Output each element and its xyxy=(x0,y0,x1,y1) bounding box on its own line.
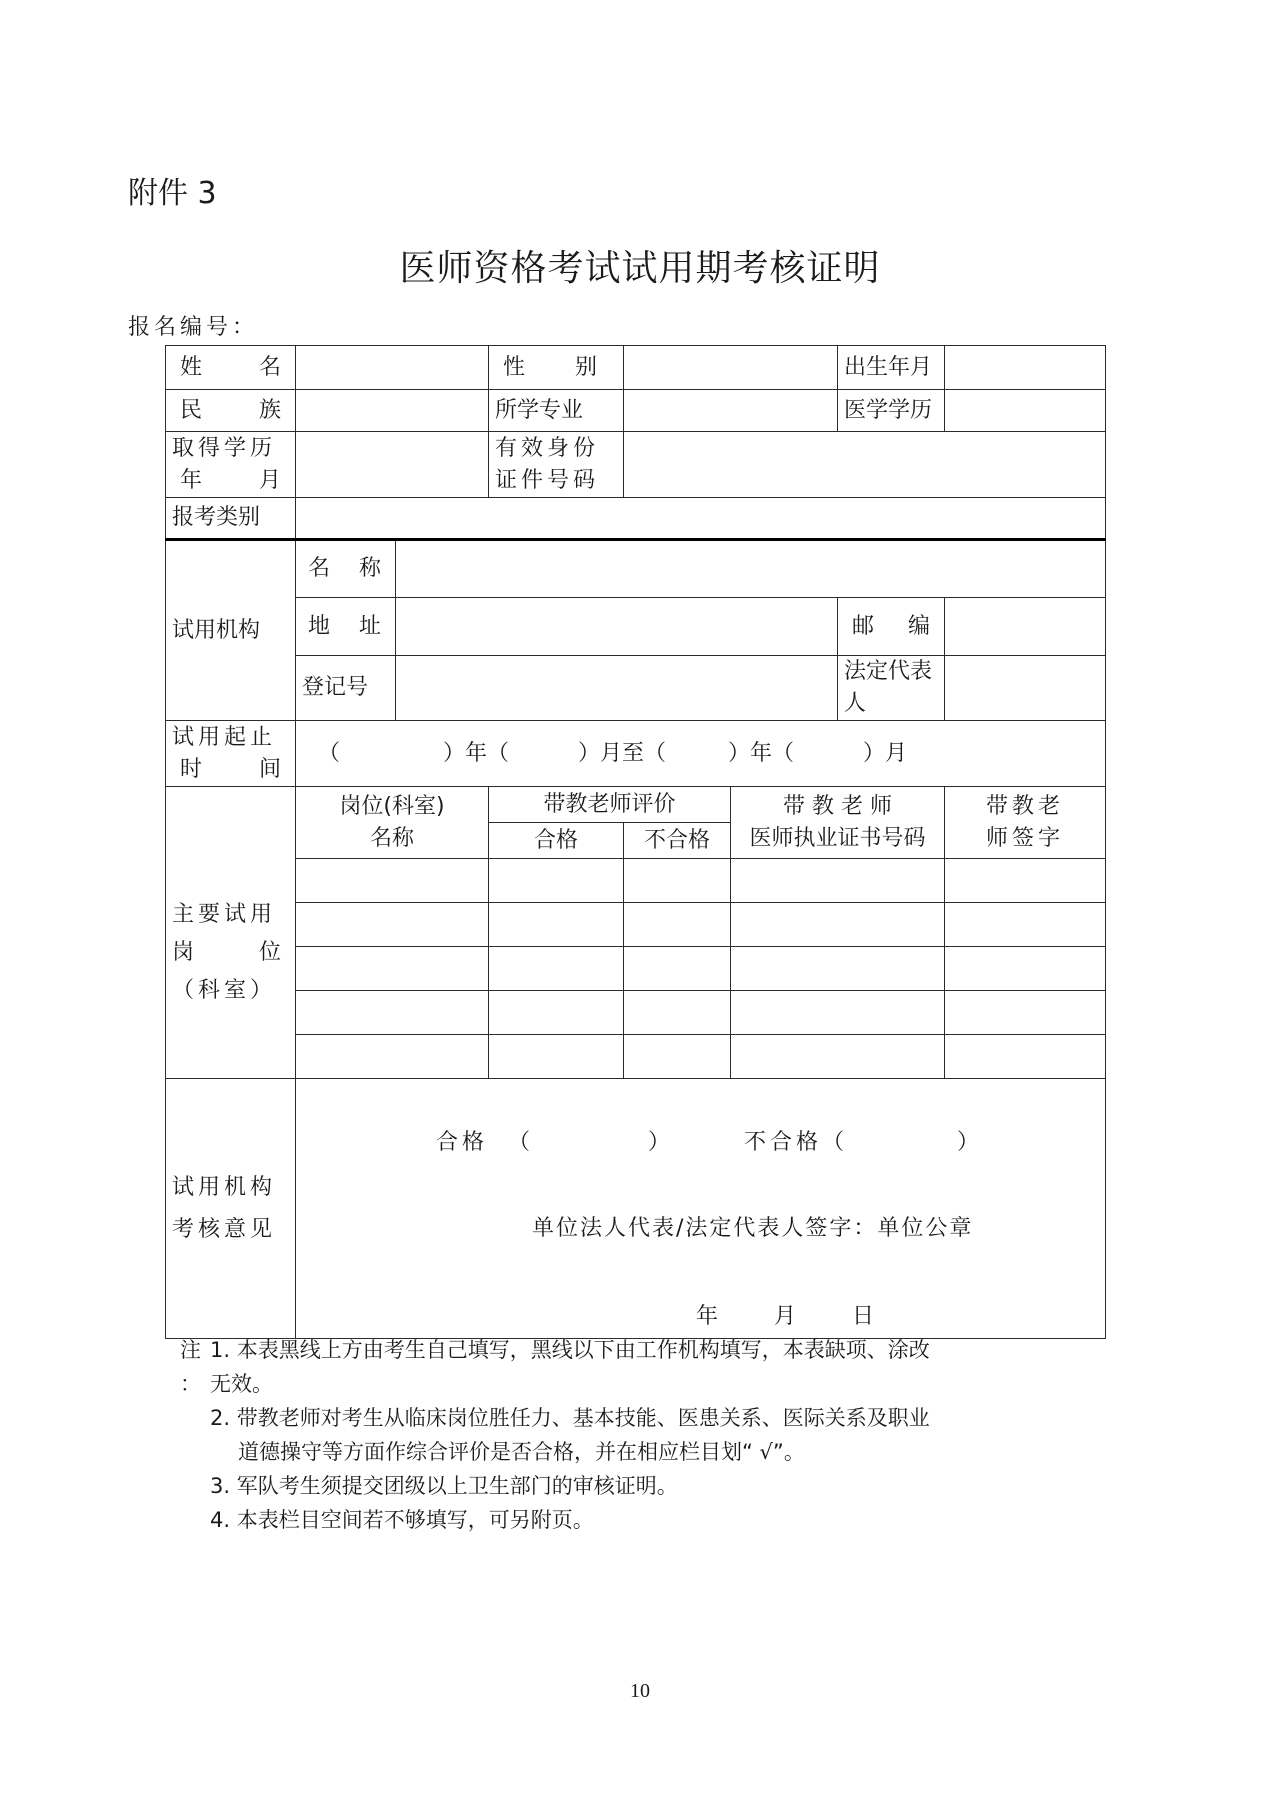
dept-input[interactable] xyxy=(296,1035,489,1079)
table-row xyxy=(166,903,1106,947)
row-posts-header-1 xyxy=(166,787,1106,823)
graduation-input[interactable] xyxy=(296,432,489,498)
institution-name-label: 名 称 xyxy=(296,540,396,598)
dept-input[interactable] xyxy=(296,947,489,991)
row-institution-address xyxy=(166,598,1106,656)
posts-eval-header: 带教老师评价 xyxy=(489,787,731,823)
opinion-signature-label: 单位法人代表/法定代表人签字：单位公章 xyxy=(532,1216,974,1241)
institution-address-label: 地 址 xyxy=(296,598,396,656)
name-input[interactable] xyxy=(296,346,489,390)
legal-rep-label: 法定代表人 xyxy=(838,656,945,721)
major-label: 所学专业 xyxy=(489,390,624,432)
cert-input[interactable] xyxy=(731,991,945,1035)
cert-input[interactable] xyxy=(731,947,945,991)
graduation-label: 取得学历 年 月 xyxy=(166,432,296,498)
id-input[interactable] xyxy=(624,432,1106,498)
table-row xyxy=(166,1035,1106,1079)
pass-input[interactable] xyxy=(489,991,624,1035)
pass-input[interactable] xyxy=(489,903,624,947)
cert-input[interactable] xyxy=(731,903,945,947)
row-institution-name xyxy=(166,540,1106,598)
fail-input[interactable] xyxy=(624,859,731,903)
row-name xyxy=(166,346,1106,390)
registration-number-label: 报名编号： xyxy=(128,315,259,340)
gender-input[interactable] xyxy=(624,346,838,390)
major-input[interactable] xyxy=(624,390,838,432)
fail-input[interactable] xyxy=(624,1035,731,1079)
opinion-pass-option[interactable]: 合格 （ ） xyxy=(436,1130,675,1155)
gender-label: 性 别 xyxy=(489,346,624,390)
note-3: 3. 军队考生须提交团级以上卫生部门的审核证明。 xyxy=(210,1474,678,1498)
posts-pass-header: 合格 xyxy=(489,823,624,859)
page-title: 医师资格考试试用期考核证明 xyxy=(399,248,881,289)
row-graduation xyxy=(166,432,1106,498)
sign-input[interactable] xyxy=(945,1035,1106,1079)
posts-cert-header: 带 教 老 师 医师执业证书号码 xyxy=(731,787,945,859)
row-period xyxy=(166,721,1106,787)
opinion-area[interactable] xyxy=(296,1079,1106,1339)
institution-regno-input[interactable] xyxy=(396,656,838,721)
education-input[interactable] xyxy=(945,390,1106,432)
row-institution-regno xyxy=(166,656,1106,721)
page-number: 10 xyxy=(630,1680,650,1702)
notes xyxy=(180,1333,1110,1537)
opinion-label: 试用机构 考核意见 xyxy=(166,1079,296,1339)
note-2-cont: 道德操守等方面作综合评价是否合格，并在相应栏目划“ √”。 xyxy=(238,1440,805,1464)
table-row xyxy=(166,947,1106,991)
institution-address-input[interactable] xyxy=(396,598,838,656)
category-label: 报考类别 xyxy=(166,498,296,540)
id-label: 有效身份 证件号码 xyxy=(489,432,624,498)
assessment-form xyxy=(165,345,1106,1339)
posts-sign-header: 带教老 师签字 xyxy=(945,787,1106,859)
birth-input[interactable] xyxy=(945,346,1106,390)
institution-label: 试用机构 xyxy=(166,540,296,721)
category-input[interactable] xyxy=(296,498,1106,540)
sign-input[interactable] xyxy=(945,859,1106,903)
ethnic-input[interactable] xyxy=(296,390,489,432)
note-4: 4. 本表栏目空间若不够填写，可另附页。 xyxy=(210,1508,594,1532)
row-opinion xyxy=(166,1079,1106,1339)
posts-label: 主要试用 岗 位 （科室） xyxy=(166,787,296,1079)
zip-input[interactable] xyxy=(945,598,1106,656)
cert-input[interactable] xyxy=(731,1035,945,1079)
note-1: 注 1. 本表黑线上方由考生自己填写，黑线以下由工作机构填写，本表缺项、涂改 xyxy=(180,1338,930,1362)
education-label: 医学学历 xyxy=(838,390,945,432)
opinion-fail-option[interactable]: 不合格（ ） xyxy=(744,1130,984,1155)
sign-input[interactable] xyxy=(945,903,1106,947)
period-input[interactable]: （ ）年（ ）月至（ ）年（ ）月 xyxy=(296,721,1106,787)
fail-input[interactable] xyxy=(624,903,731,947)
sign-input[interactable] xyxy=(945,991,1106,1035)
row-category xyxy=(166,498,1106,540)
ethnic-label: 民 族 xyxy=(166,390,296,432)
fail-input[interactable] xyxy=(624,947,731,991)
attachment-label: 附件 3 xyxy=(128,176,217,211)
fail-input[interactable] xyxy=(624,991,731,1035)
posts-fail-header: 不合格 xyxy=(624,823,731,859)
birth-label: 出生年月 xyxy=(838,346,945,390)
institution-regno-label: 登记号 xyxy=(296,656,396,721)
sign-input[interactable] xyxy=(945,947,1106,991)
dept-input[interactable] xyxy=(296,903,489,947)
note-2: 2. 带教老师对考生从临床岗位胜任力、基本技能、医患关系、医际关系及职业 xyxy=(210,1406,930,1430)
institution-name-input[interactable] xyxy=(396,540,1106,598)
cert-input[interactable] xyxy=(731,859,945,903)
note-1-cont: ： 无效。 xyxy=(180,1372,273,1396)
dept-input[interactable] xyxy=(296,991,489,1035)
zip-label: 邮 编 xyxy=(838,598,945,656)
table-row xyxy=(166,859,1106,903)
pass-input[interactable] xyxy=(489,859,624,903)
posts-dept-header: 岗位(科室) 名称 xyxy=(296,787,489,859)
row-ethnic xyxy=(166,390,1106,432)
pass-input[interactable] xyxy=(489,1035,624,1079)
table-row xyxy=(166,991,1106,1035)
period-label: 试用起止 时 间 xyxy=(166,721,296,787)
pass-input[interactable] xyxy=(489,947,624,991)
opinion-date: 年 月 日 xyxy=(696,1304,875,1329)
dept-input[interactable] xyxy=(296,859,489,903)
legal-rep-input[interactable] xyxy=(945,656,1106,721)
name-label: 姓 名 xyxy=(166,346,296,390)
